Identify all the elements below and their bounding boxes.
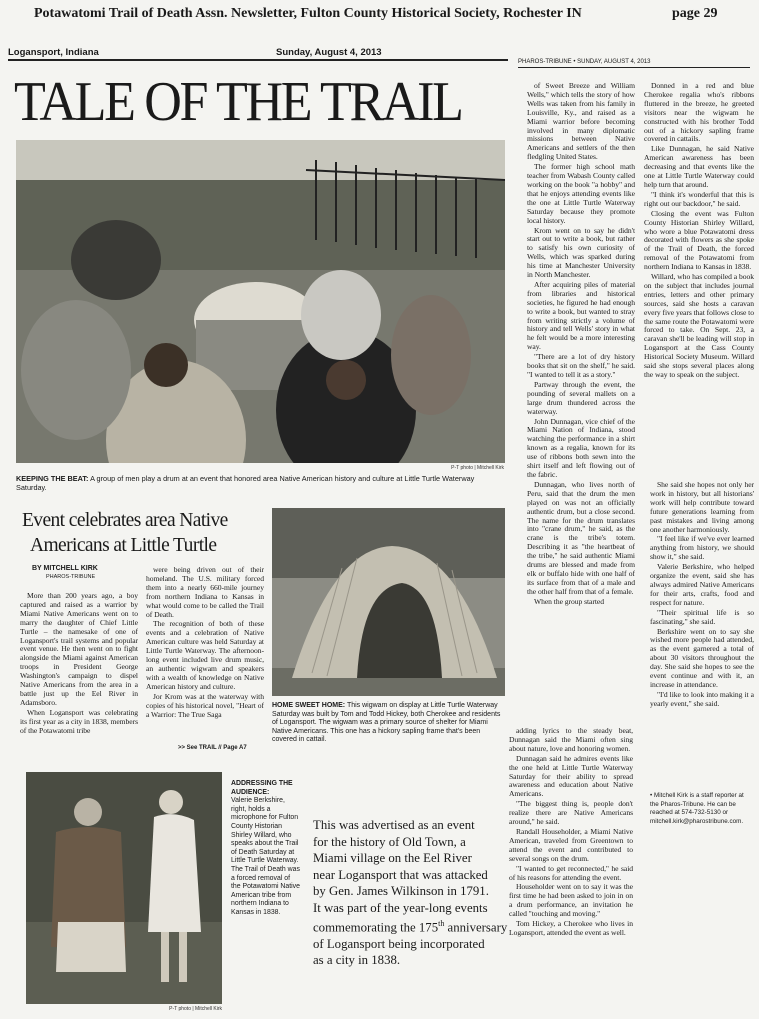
newsletter-header-title: Potawatomi Trail of Death Assn. Newsletter, Fulton County Historical Society, Rochester IN bbox=[34, 6, 582, 21]
cont-b-p1: Donned in a red and blue Cherokee regalia who's ribbons fluttered in the breeze, he greeted visitors near the wigwam he constructed with his brother Todd out of a hickory sapling frame covered in cattails. bbox=[644, 82, 754, 144]
pullquote-line4: near Logansport that was attacked bbox=[313, 867, 488, 882]
article-col2-p1: were being driven out of their homeland. The U.S. military forced them into a nearly 660-mile journey from northern Indiana to Kansas in what would come to be called the Trail of Death. bbox=[146, 566, 264, 619]
drum-circle-photo bbox=[16, 140, 505, 463]
cont-a-p12: "The biggest thing is, people don't realize there are Native Americans around," he said. bbox=[509, 799, 633, 827]
pullquote bbox=[313, 817, 513, 969]
byline: BY MITCHELL KIRK bbox=[32, 565, 98, 572]
cont-b-p5: Willard, who has compiled a book on the subject that includes journal entries, letters and other primary sources, said she hosts a caravan every five years that follows close to the same route the Potawatomi were forced to take. On Sept. 23, a caravan she'll be leading will stop in Logansport at the Cass County Historical Society Museum. Willard said she stops several places along the way to speak on the subject. bbox=[644, 272, 754, 379]
cont-a-p13: Randall Householder, a Miami Native American, traveled from Greentown to attend the event and contributed to several songs on the drum. bbox=[509, 826, 633, 863]
drum-circle-image bbox=[16, 140, 505, 463]
pullquote-line2: for the history of Old Town, a bbox=[313, 834, 466, 849]
continuation-column-a-top bbox=[527, 82, 635, 727]
cont-b-p4: Closing the event was Fulton County Historian Shirley Willard, who wore a blue Potawatomi dress decorated with flowers as she spoke of the Trail of Death, the forced removal of the Potawatomi from northern Indiana to Kansas in 1838. bbox=[644, 208, 754, 272]
pullquote-line8: of Logansport being incorporated bbox=[313, 936, 485, 951]
speakers-image bbox=[26, 772, 222, 1004]
cont-b-p8: Valerie Berkshire, who helped organize the event, said she has always admired Native Americans for their arts, crafts, food and respect for nature. bbox=[650, 562, 754, 607]
cont-a-p2: The former high school math teacher from Wabash County called working on the book "a hobby" and that he enjoys attending events like the one at Little Turtle Waterway Saturday because they promote local history. bbox=[527, 162, 635, 225]
wigwam-image bbox=[272, 508, 505, 696]
cont-a-p5: "There are a lot of dry history books that sit on the shelf," he said. "I wanted to tell it as a story." bbox=[527, 352, 635, 379]
masthead-right: PHAROS-TRIBUNE • SUNDAY, AUGUST 4, 2013 bbox=[518, 59, 651, 65]
cont-a-p4: After acquiring piles of material from libraries and historical societies, he figured he had enough to write a book, but wanted to stray from writing strictly a volume of history and tell Wells' story in what he felt would be a more interesting way. bbox=[527, 279, 635, 352]
cont-a-p9: When the group started bbox=[534, 596, 604, 606]
article-column-1 bbox=[20, 592, 138, 752]
masthead-rule-right bbox=[518, 67, 750, 68]
speakers-caption bbox=[231, 780, 301, 918]
drum-caption-label: KEEPING THE BEAT: bbox=[16, 474, 89, 483]
pullquote-line1: This was advertised as an event bbox=[313, 818, 475, 832]
page-headline: TALE OF THE TRAIL bbox=[14, 71, 462, 133]
reporter-note: • Mitchell Kirk is a staff reporter at the Pharos-Tribune. He can be reached at 574-732-5130 or mitchell.kirk@pharostribune.com. bbox=[650, 792, 744, 825]
drum-photo-credit: P-T photo | Mitchell Kirk bbox=[451, 465, 504, 471]
jump-line[interactable]: >> See TRAIL // Page A7 bbox=[178, 745, 247, 751]
article-col1-p2: When Logansport was celebrating its first year as a city in 1838, members of the Potawatomi tribe bbox=[20, 707, 138, 735]
wigwam-caption bbox=[272, 702, 505, 745]
wigwam-caption-text: This wigwam on display at Little Turtle Waterway Saturday was built by Tom and Todd Hickey, both Cherokee and residents of Logansport. The wigwam was a primary source of shelter for Miami Native Americans. This one has a hickory sapling frame that's been covered in cattail. bbox=[272, 702, 501, 744]
cont-a-p3: Krom went on to say he didn't start out to write a book, but rather to satisfy his own curiosity of Wells, which was sparked during his time at Manchester University in North Manchester. bbox=[527, 225, 635, 280]
cont-b-p7: "I feel like if we've ever learned anything from history, we should show it," she said. bbox=[650, 534, 754, 562]
cont-a-p7: John Dunnagan, vice chief of the Miami Nation of Indiana, stood watching the performance in a shirt known as a regalia, known for its use of ribbons both sewn into the shirt itself and left flowing out of the fabric. bbox=[527, 416, 635, 479]
wigwam-photo bbox=[272, 508, 505, 696]
byline-org: PHAROS-TRIBUNE bbox=[46, 574, 96, 580]
pullquote-line6: It was part of the year-long events bbox=[313, 900, 488, 915]
masthead-rule-left bbox=[8, 59, 508, 61]
speakers-photo bbox=[26, 772, 222, 1004]
cont-a-p1: of Sweet Breeze and William Wells," which tells the story of how Wells was taken from his family in Louisville, Ky., and raised as a Miami warrior before becoming involved in many diplomatic missions between Native Americans and settlers of the then fledgling United States. bbox=[527, 82, 635, 162]
speakers-caption-label: ADDRESSING THE AUDIENCE: bbox=[231, 780, 293, 796]
drum-photo-caption bbox=[16, 474, 506, 492]
cont-a-p14: "I wanted to get reconnected," he said of his reasons for attending the event. bbox=[509, 863, 633, 882]
cont-b-p3: "I think it's wonderful that this is right out our backdoor," he said. bbox=[644, 189, 754, 208]
pullquote-line5: by Gen. James Wilkinson in 1791. bbox=[313, 884, 489, 898]
speakers-caption-text: Valerie Berkshire, right, holds a microphone for Fulton County Historian Shirley Willard, who speaks about the Trail of Death Saturday at Little Turtle Waterway. The Trail of Death was a forced removal of the Potawatomi Native American tribe from northern Indiana to Kansas in 1838. bbox=[231, 797, 300, 916]
page-number: page 29 bbox=[672, 6, 718, 21]
pullquote-line3: Miami village on the Eel River bbox=[313, 851, 472, 865]
cont-b-p10: Berkshire went on to say she wished more people had attended, as the event garnered a total of about 30 visitors throughout the day. She said she hopes to see the event continue and with it, an increase in attendance. bbox=[650, 626, 754, 689]
speakers-photo-credit: P-T photo | Mitchell Kirk bbox=[169, 1006, 222, 1012]
continuation-column-b-bottom bbox=[650, 481, 754, 781]
article-headline-line1: Event celebrates area Native bbox=[22, 510, 228, 531]
article-headline-line2: Americans at Little Turtle bbox=[30, 535, 217, 556]
cont-b-p2: Like Dunnagan, he said Native American awareness has been decreasing and that events like the one at Little Turtle Waterway could help turn that around. bbox=[644, 144, 754, 189]
cont-a-p11: Dunnagan said he admires events like the one held at Little Turtle Waterway Saturday for their ability to spread awareness and education about Native Americans. bbox=[509, 753, 633, 799]
article-col2-p2: The recognition of both of these events and a celebration of Native American culture was held Saturday at Little Turtle Waterway. The afternoon-long event included live drum music, an authentic wigwam and speakers with a wealth of knowledge on Native American history and culture. bbox=[146, 619, 264, 691]
cont-a-p10: adding lyrics to the steady beat, Dunnagan said the Miami often sing about nature, love and honoring women. bbox=[509, 727, 633, 753]
masthead-city: Logansport, Indiana bbox=[8, 47, 99, 58]
wigwam-caption-label: HOME SWEET HOME: bbox=[272, 702, 346, 709]
cont-a-p16: Tom Hickey, a Cherokee who lives in Logansport, attended the event as well. bbox=[509, 919, 633, 937]
article-col1-p1: More than 200 years ago, a boy captured and raised as a warrior by Miami Native Americans went on to marry the daughter of Chief Little Turtle – the namesake of one of Logansport's trail systems and popular event venue. He then went on to fight alongside the Miami against American troops in President George Washington's campaign to dispel Native Americans from the area in a battle just up the Eel River in Adamsboro. bbox=[20, 592, 138, 707]
cont-b-p6: She said she hopes not only her work in history, but all historians' work will help contribute toward future generations learning from past mistakes and living among one another harmoniously. bbox=[650, 481, 754, 534]
article-column-2 bbox=[146, 566, 264, 744]
drum-caption-text: A group of men play a drum at an event that honored area Native American history and culture at Little Turtle Waterway Saturday. bbox=[16, 474, 475, 492]
continuation-column-b-top bbox=[644, 82, 754, 474]
article-col2-p3: Jor Krom was at the waterway with copies of his historical novel, "Heart of a Warrior: The True Saga bbox=[146, 691, 264, 719]
cont-a-p6: Partway through the event, the pounding of several mallets on a large drum thundered across the waterway. bbox=[527, 379, 635, 416]
masthead-date: Sunday, August 4, 2013 bbox=[276, 47, 382, 58]
cont-b-p11: "I'd like to look into making it a yearly event," she said. bbox=[650, 689, 754, 708]
cont-a-p8: Dunnagan, who lives north of Peru, said that the drum the men played on was not an officially authentic drum, but a close second. The name for the drum translates into "crane drum," he said, as the crane is the tribe's totem. Describing it as "the heartbeat of the tribe," he said authentic Miami drums are blessed and made from elk or buffalo hide with one half of its surface from that of a male and the other half from that of a female. bbox=[527, 479, 635, 596]
cont-a-p15: Householder went on to say it was the first time he had been asked to join in on a drum performance, an invitation he called "touching and moving." bbox=[509, 882, 633, 919]
cont-b-p9: "Their spiritual life is so fascinating," she said. bbox=[650, 607, 754, 626]
pullquote-line9: as a city in 1838. bbox=[313, 953, 401, 968]
continuation-column-a-bottom bbox=[509, 727, 633, 1013]
pullquote-line7: commemorating the 175th anniversary bbox=[313, 919, 508, 935]
